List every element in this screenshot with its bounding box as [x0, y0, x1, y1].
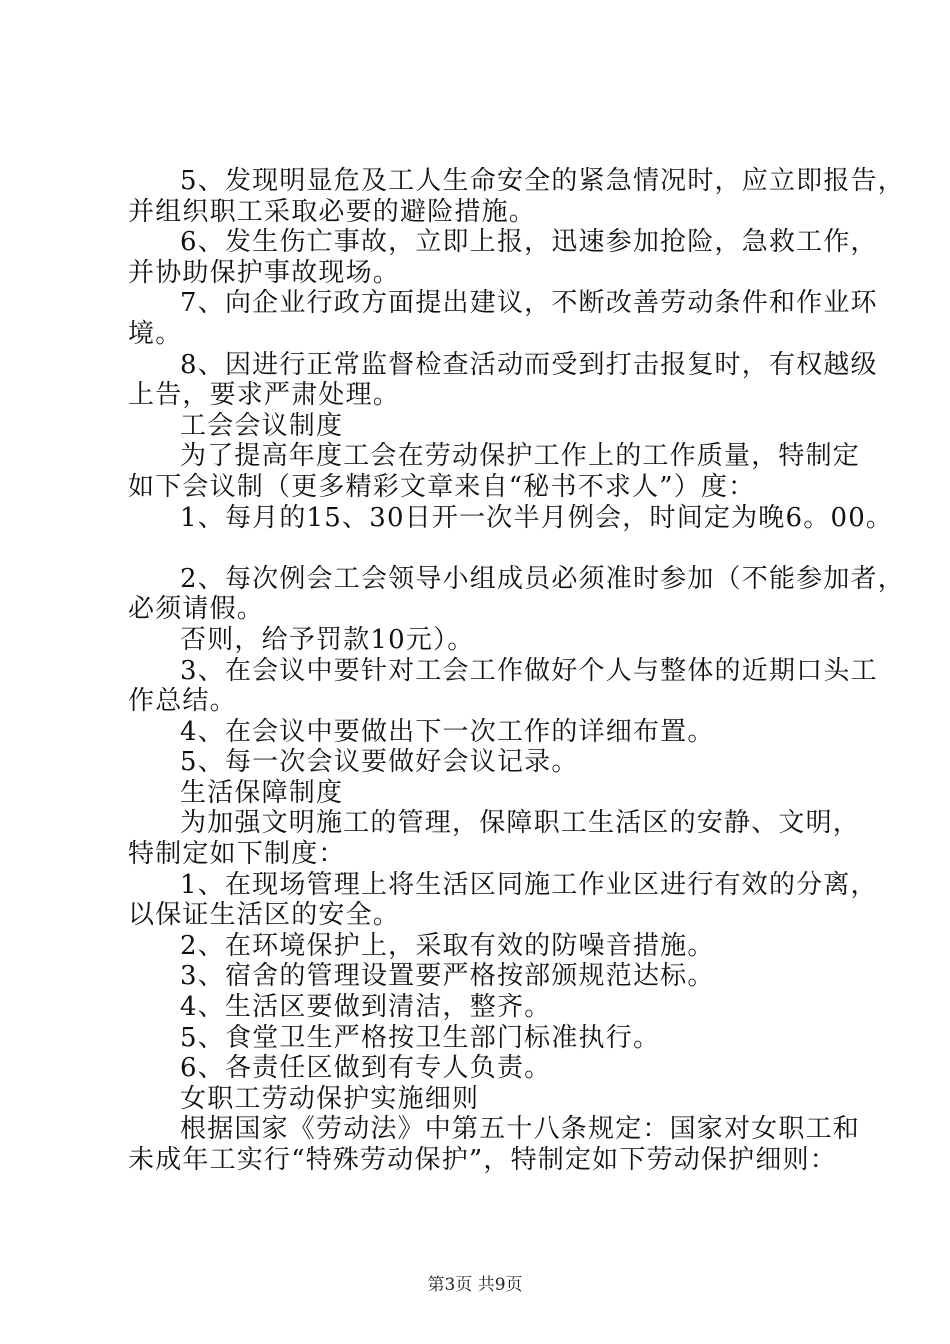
paragraph-line: 作总结。	[128, 686, 237, 717]
blank-line	[128, 533, 838, 564]
paragraph-line: 未成年工实行“特殊劳动保护”，特制定如下劳动保护细则：	[128, 1145, 837, 1175]
section-heading: 生活保障制度	[180, 777, 344, 808]
paragraph-line: 5、每一次会议要做好会议记录。	[180, 747, 579, 778]
paragraph-line: 6、发生伤亡事故，立即上报，迅速参加抢险，急救工作，	[180, 227, 878, 258]
paragraph-line: 4、生活区要做到清洁，整齐。	[180, 992, 552, 1023]
paragraph-line: 1、在现场管理上将生活区同施工作业区进行有效的分离，	[180, 869, 878, 900]
paragraph-line: 5、发现明显危及工人生命安全的紧急情况时，应立即报告，	[180, 166, 905, 196]
paragraph-line: 7、向企业行政方面提出建议，不断改善劳动条件和作业环	[180, 288, 878, 319]
paragraph-line: 3、宿舍的管理设置要严格按部颁规范达标。	[180, 961, 715, 992]
paragraph-line: 如下会议制（更多精彩文章来自“秘书不求人”）度：	[128, 471, 756, 502]
paragraph-line: 为了提高年度工会在劳动保护工作上的工作质量，特制定	[180, 441, 861, 472]
paragraph-line: 必须请假。	[128, 594, 265, 625]
paragraph-line: 以保证生活区的安全。	[128, 900, 401, 931]
paragraph-line: 特制定如下制度：	[128, 839, 346, 870]
paragraph-line: 上告，要求严肃处理。	[128, 380, 401, 411]
paragraph-line: 8、因进行正常监督检查活动而受到打击报复时，有权越级	[180, 349, 878, 380]
paragraph-line: 2、在环境保护上，采取有效的防噪音措施。	[180, 930, 715, 961]
paragraph-line: 并协助保护事故现场。	[128, 257, 401, 288]
paragraph-line: 境。	[128, 318, 183, 349]
paragraph-line: 否则，给予罚款10元）。	[180, 624, 475, 655]
section-heading: 工会会议制度	[180, 410, 344, 441]
paragraph-line: 2、每次例会工会领导小组成员必须准时参加（不能参加者，	[180, 563, 905, 594]
paragraph-line: 为加强文明施工的管理，保障职工生活区的安静、文明，	[180, 808, 861, 839]
paragraph-line: 6、各责任区做到有专人负责。	[180, 1053, 552, 1084]
paragraph-line: 4、在会议中要做出下一次工作的详细布置。	[180, 716, 715, 747]
page-number-footer: 第3页 共9页	[427, 1275, 523, 1295]
paragraph-line: 5、食堂卫生严格按卫生部门标准执行。	[180, 1022, 661, 1053]
section-heading: 女职工劳动保护实施细则	[180, 1083, 480, 1114]
paragraph-line: 1、每月的15、30日开一次半月例会，时间定为晚6。00。	[180, 502, 894, 533]
paragraph-line: 3、在会议中要针对工会工作做好个人与整体的近期口头工	[180, 655, 878, 686]
paragraph-line: 根据国家《劳动法》中第五十八条规定：国家对女职工和	[180, 1114, 861, 1145]
paragraph-line: 并组织职工采取必要的避险措施。	[128, 196, 537, 227]
document-body	[128, 166, 905, 1176]
